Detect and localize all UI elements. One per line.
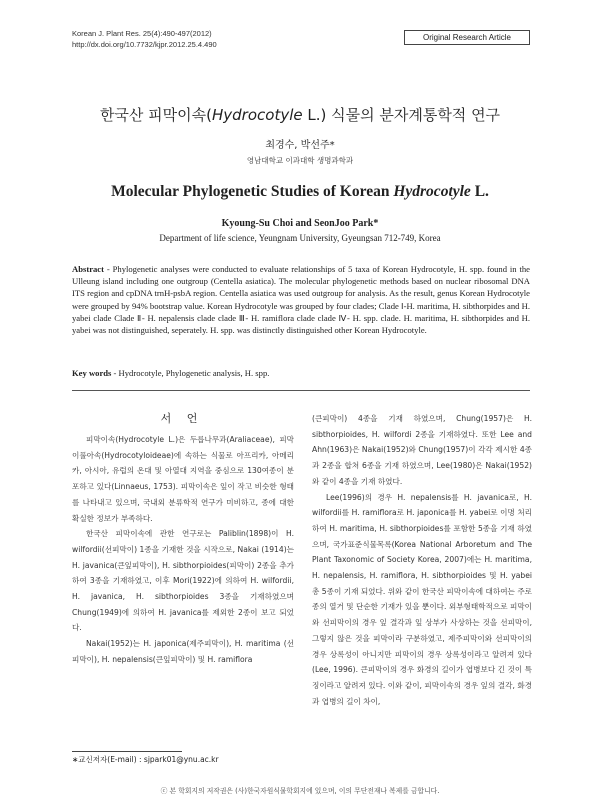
title-korean-genus: Hydrocotyle (212, 106, 303, 124)
body-paragraph: 피막이속(Hydrocotyle L.)은 두릅나무과(Araliaceae), 피막이풀아속(Hydrocotyloideae)에 속하는 식물로 아프리카, 아메리카, 아시아, 유럽의 온대 및 아열대 지역을 중심으로 130여종이 분포하고 있다(Linnaeus, 1753). 피막이속은 잎이 작고 비슷한 형태를 나타내고 있으며, 국내외 분류학적 연구가 미비하고, 종에 대한 확실한 정보가 부족하다. (72, 435, 294, 523)
keywords-text: - Hydrocotyle, Phylogenetic analysis, H. spp. (111, 368, 270, 378)
body-paragraph: 한국산 피막이속에 관한 연구로는 Paliblin(1898)이 H. wilfordii(선피막이) 1종을 기재한 것을 시작으로, Nakai (1914)는 H. javanica(큰잎피막이), H. sibthorpioides(피막이) 2종을 추가하여 3종을 기재하였고, 이후 Mori(1922)에 의하여 H. wilfordii, H. javanica, H. sibthorpioides 3종을 기재하였으며 Chung(1949)에 의하여 H. javanica를 제외한 2종이 보고 되었다. (72, 529, 294, 633)
body-paragraph: Nakai(1952)는 H. japonica(제주피막이), H. maritima (선피막이), H. nepalensis(큰잎피막이) 및 H. ramiflora (72, 639, 294, 664)
section-heading: 서 언 (160, 412, 204, 425)
title-korean-pre: 한국산 피막이속( (99, 106, 212, 124)
journal-citation: Korean J. Plant Res. 25(4):490-497(2012) (72, 29, 212, 38)
affiliation-english: Department of life science, Yeungnam University, Gyeungsan 712-749, Korea (159, 233, 441, 243)
copyright-notice: ⓒ 본 학회지의 저작권은 (사)한국자원식물학회지에 있으며, 이의 무단전재나 복제를 금합니다. (160, 787, 440, 795)
title-korean (0, 104, 600, 125)
keywords (72, 368, 530, 378)
corresponding-author-footnote: ∗교신저자(E-mail) : sjpark01@ynu.ac.kr (72, 755, 219, 764)
body-column-right (312, 411, 532, 709)
title-english-genus: Hydrocotyle (393, 183, 471, 200)
title-korean-post: L.) 식물의 분자계통학적 연구 (302, 106, 501, 124)
journal-header (72, 28, 217, 50)
section-divider (72, 390, 530, 391)
abstract (72, 263, 530, 336)
article-type-badge: Original Research Article (404, 30, 530, 45)
journal-doi[interactable]: http://dx.doi.org/10.7732/kjpr.2012.25.4.490 (72, 40, 217, 49)
keywords-label: Key words (72, 368, 112, 378)
title-english (0, 183, 600, 201)
title-english-post: L. (470, 183, 489, 200)
affiliation-korean: 영남대학교 이과대학 생명과학과 (246, 156, 354, 165)
body-column-left (72, 432, 294, 668)
title-english-pre: Molecular Phylogenetic Studies of Korean (111, 183, 394, 200)
abstract-text: - Phylogenetic analyses were conducted to evaluate relationships of 5 taxa of Korean Hydrocotyle, H. spp. found in the Ulleung island including one outgroup (Centella asiatica). The molecular phylogenetic methods based on nuclear ribosomal DNA ITS region and cpDNA trnH-psbA region. Centella asiatica was used outgroup for analysis. As the result, genus Korean Hydrocotyle were grouped by 94% bootstrap value. Korean Hydrocotyle was grouped by four clades; Clade Ⅰ-H. maritima, H. sibthorpides and H. yabei clade Clade Ⅱ- H. nepalensis clade clade Ⅲ- H. ramiflora clade clade Ⅳ- H. spp. clade. H. maritima, H. sibthorpides and H. yabei was not distinguished, seperately. H. spp. was distinctly distinguished other Korean Hydrocotyle. (72, 264, 530, 336)
body-paragraph: Lee(1996)의 경우 H. nepalensis를 H. javanica로, H. wilfordii를 H. ramiflora로 H. japonica를 H. yabei로 이명 처리하여 H. maritima, H. sibthorpioides를 포함한 5종을 기재 하였으며, 국가표준식물목록(Korea National Arboretum and The Plant Taxonomic of Society Korea, 2007)에는 H. maritima, H. nepalensis, H. ramiflora, H. sibthorpioides 및 H. yabei 총 5종이 기재 되었다. 위와 같이 한국산 피막이속에 대하여는 주로 종의 열거 및 단순한 기재가 있을 뿐이다. 외부형태학적으로 피막이와 선피막이의 경우 잎 결각과 잎 상부가 사상하는 것을 선피막이, 그렇지 않은 것을 피막이라 구분하였고, 제주피막이와 선피막이의 경우 상록성이 아니지만 피막이의 경우 상록성이라고 알려져 있다(Lee, 1996). 큰피막이의 경우 화경의 길이가 엽병보다 긴 것이 특징이라고 알려져 있다. 이와 같이, 피막이속의 경우 잎의 결각, 화경과 엽병의 길이 차이, (312, 492, 532, 706)
body-paragraph: (큰피막이) 4종을 기재 하였으며, Chung(1957)은 H. sibthorpioides, H. wilfordi 2종을 기재하였다. 또한 Lee and Ahn(1963)은 Nakai(1952)와 Chung(1957)이 각각 제시한 4종과 2종을 합쳐 6종을 기재 하였으며, Lee(1980)은 Nakai(1952)와 같이 4종을 기재 하였다. (312, 414, 532, 486)
footnote-divider (72, 751, 182, 752)
authors-korean: 최경수, 박선주* (265, 140, 335, 151)
abstract-label: Abstract (72, 264, 104, 274)
authors-english: Kyoung-Su Choi and SeonJoo Park* (221, 218, 379, 229)
